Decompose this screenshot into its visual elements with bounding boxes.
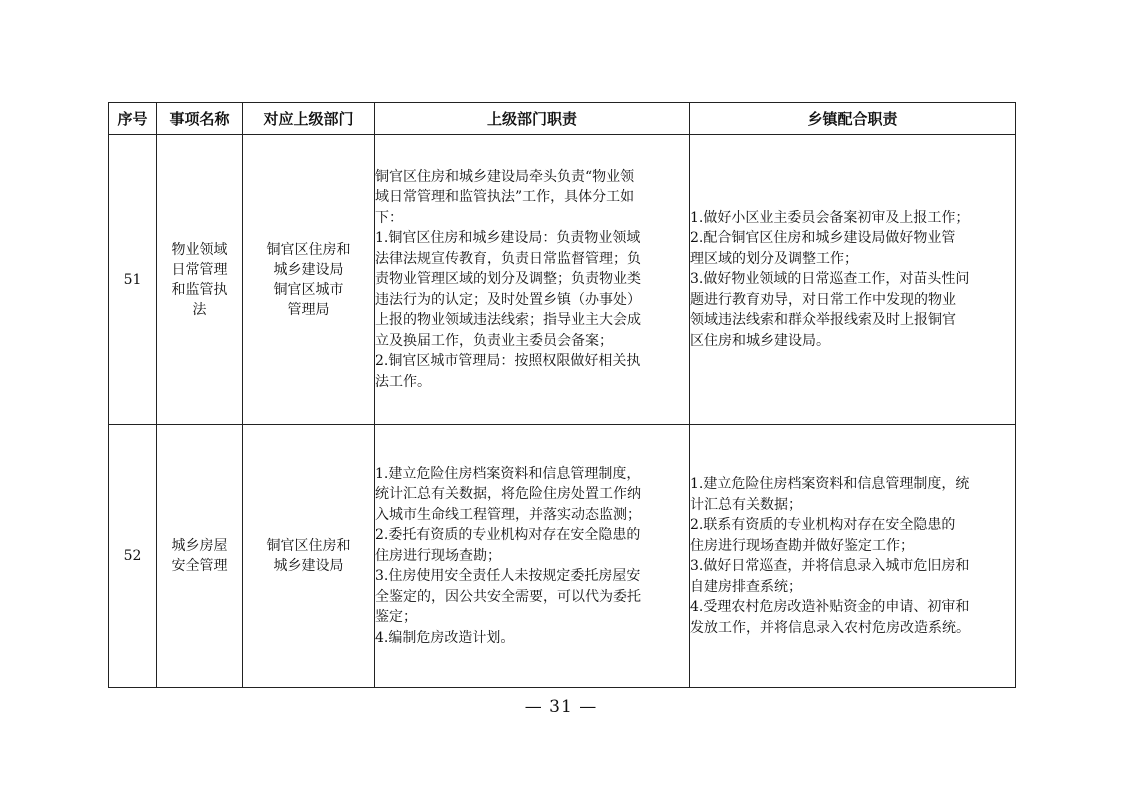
upper-duty-line: 法律法规宣传教育，负责日常监督管理；负 bbox=[375, 250, 641, 267]
upper-duty-line: 4.编制危房改造计划。 bbox=[375, 629, 515, 646]
header-item-name: 事项名称 bbox=[157, 103, 243, 135]
town-duty-line: 1.做好小区业主委员会备案初审及上报工作； bbox=[690, 209, 970, 226]
upper-duty-line: 法工作。 bbox=[375, 373, 431, 390]
header-upper-dept: 对应上级部门 bbox=[243, 103, 375, 135]
dept-line: 铜官区住房和 bbox=[266, 538, 351, 554]
town-duty-line: 2.联系有资质的专业机构对存在安全隐患的 bbox=[690, 517, 956, 533]
town-duty-cell bbox=[690, 135, 1016, 425]
item-name-cell bbox=[157, 135, 243, 425]
header-row bbox=[109, 103, 1016, 135]
upper-duty-line: 域日常管理和监管执法”工作，具体分工如 bbox=[375, 189, 635, 206]
town-duty-line: 领域违法线索和群众举报线索及时上报铜官 bbox=[690, 312, 956, 329]
dept-line: 城乡建设局 bbox=[273, 558, 344, 574]
dept-line: 铜官区住房和 bbox=[266, 241, 351, 258]
upper-duty-line: 上报的物业领域违法线索；指导业主大会成 bbox=[375, 312, 641, 329]
town-duty-line: 区住房和城乡建设局。 bbox=[690, 332, 830, 349]
upper-duty-line: 违法行为的认定；及时处置乡镇（办事处） bbox=[375, 291, 641, 308]
item-name-line: 城乡房屋 bbox=[171, 538, 228, 554]
upper-duty-line: 2.铜官区城市管理局：按照权限做好相关执 bbox=[375, 353, 641, 370]
town-duty-line: 3.做好物业领域的日常巡查工作，对苗头性问 bbox=[690, 271, 970, 288]
item-name-line: 物业领域 bbox=[171, 241, 228, 258]
upper-duty-line: 全鉴定的，因公共安全需要，可以代为委托 bbox=[375, 588, 641, 605]
town-duty-line: 自建房排查系统； bbox=[690, 578, 802, 595]
item-name-line: 法 bbox=[192, 301, 207, 318]
upper-duty-line: 鉴定； bbox=[375, 609, 417, 626]
item-name-cell bbox=[157, 425, 243, 688]
town-duty-line: 理区域的划分及调整工作； bbox=[690, 250, 858, 267]
page-number: — 31 — bbox=[524, 697, 598, 717]
town-duty-line: 发放工作，并将信息录入农村危房改造系统。 bbox=[690, 619, 970, 636]
table-row bbox=[109, 425, 1016, 688]
town-duty-line: 3.做好日常巡查，并将信息录入城市危旧房和 bbox=[690, 558, 970, 574]
header-upper-duty: 上级部门职责 bbox=[375, 103, 690, 135]
upper-duty-line: 责物业管理区域的划分及调整；负责物业类 bbox=[375, 271, 641, 288]
town-duty-line: 2.配合铜官区住房和城乡建设局做好物业管 bbox=[690, 230, 956, 247]
row-number: 51 bbox=[109, 135, 157, 425]
dept-cell bbox=[243, 135, 375, 425]
upper-duty-line: 3.住房使用安全责任人未按规定委托房屋安 bbox=[375, 568, 641, 585]
item-name-line: 安全管理 bbox=[171, 558, 228, 574]
table-row bbox=[109, 135, 1016, 425]
item-name-line: 和监管执 bbox=[171, 281, 228, 298]
upper-duty-cell bbox=[375, 135, 690, 425]
upper-duty-line: 入城市生命线工程管理，并落实动态监测； bbox=[375, 506, 641, 523]
dept-line: 铜官区城市 bbox=[273, 281, 344, 298]
dept-line: 管理局 bbox=[287, 301, 330, 318]
upper-duty-cell bbox=[375, 425, 690, 688]
duty-table bbox=[108, 102, 1016, 688]
upper-duty-line: 1.铜官区住房和城乡建设局：负责物业领域 bbox=[375, 230, 641, 247]
town-duty-line: 1.建立危险住房档案资料和信息管理制度，统 bbox=[690, 476, 970, 492]
row-number: 52 bbox=[109, 425, 157, 688]
upper-duty-line: 1.建立危险住房档案资料和信息管理制度， bbox=[375, 465, 641, 482]
town-duty-line: 4.受理农村危房改造补贴资金的申请、初审和 bbox=[690, 599, 970, 615]
header-town-duty: 乡镇配合职责 bbox=[690, 103, 1016, 135]
town-duty-line: 住房进行现场查勘并做好鉴定工作； bbox=[690, 537, 914, 554]
upper-duty-line: 铜官区住房和城乡建设局牵头负责“物业领 bbox=[375, 168, 635, 185]
upper-duty-line: 统计汇总有关数据，将危险住房处置工作纳 bbox=[375, 486, 641, 503]
dept-cell bbox=[243, 425, 375, 688]
upper-duty-line: 2.委托有资质的专业机构对存在安全隐患的 bbox=[375, 527, 641, 544]
dept-line: 城乡建设局 bbox=[273, 261, 344, 278]
town-duty-line: 题进行教育劝导，对日常工作中发现的物业 bbox=[690, 291, 956, 308]
town-duty-cell bbox=[690, 425, 1016, 688]
item-name-line: 日常管理 bbox=[171, 261, 228, 278]
upper-duty-line: 立及换届工作，负责业主委员会备案； bbox=[375, 332, 613, 349]
town-duty-line: 计汇总有关数据； bbox=[690, 496, 802, 513]
upper-duty-line: 下： bbox=[375, 209, 403, 226]
header-seq: 序号 bbox=[109, 103, 157, 135]
upper-duty-line: 住房进行现场查勘； bbox=[375, 547, 501, 564]
